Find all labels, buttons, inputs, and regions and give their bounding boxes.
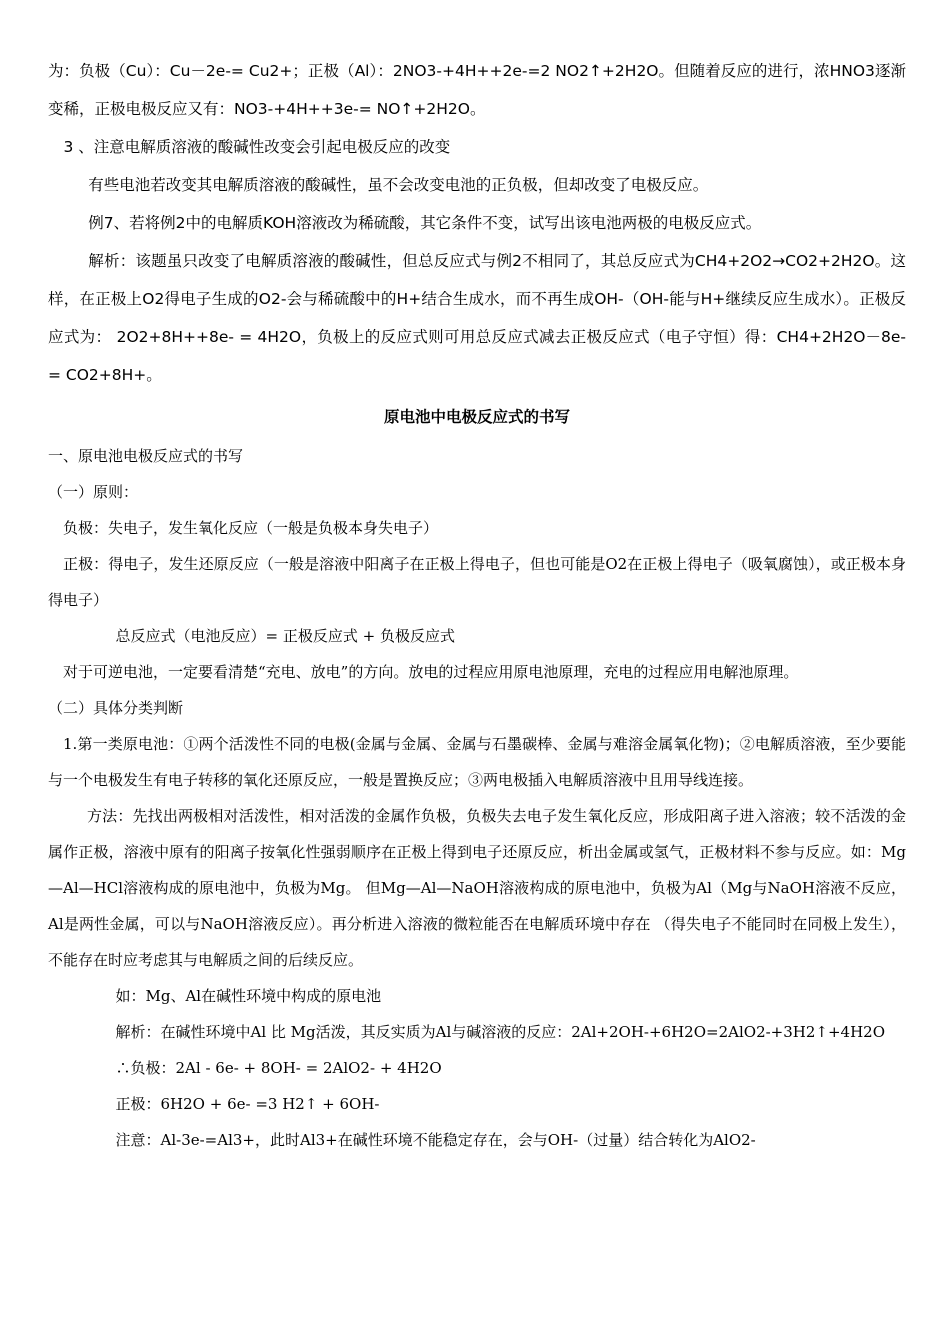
paragraph-example-analysis: 解析：在碱性环境中Al 比 Mg活泼，其反实质为Al与碱溶液的反应：2Al+2OH-+6H2O=2AlO2-+3H2↑+4H2O (115, 1023, 886, 1041)
paragraph-positive-electrode: 正极：得电子，发生还原反应（一般是溶液中阳离子在正极上得电子，但也可能是O2在正极上得电子（吸氧腐蚀），或正极本身得电子） (48, 555, 906, 609)
paragraph-acidity-change: 有些电池若改变其电解质溶液的酸碱性，虽不会改变电池的正负极，但却改变了电极反应。 (88, 176, 709, 194)
paragraph-example-negative: ∴负极：2Al - 6e- + 8OH- = 2AlO2- + 4H2O (115, 1059, 442, 1077)
heading-writing-rules: 一、原电池电极反应式的书写 (48, 447, 244, 465)
paragraph-negative-electrode: 负极：失电子，发生氧化反应（一般是负极本身失电子） (63, 519, 439, 537)
paragraph-example-intro: 如：Mg、Al在碱性环境中构成的原电池 (115, 987, 382, 1005)
paragraph-reversible-battery: 对于可逆电池，一定要看清楚“充电、放电”的方向。放电的过程应用原电池原理，充电的过程应用电解池原理。 (63, 663, 799, 681)
heading-principles: （一）原则： (48, 483, 139, 501)
section-title: 原电池中电极反应式的书写 (383, 408, 570, 426)
paragraph-example-positive: 正极：6H2O + 6e- =3 H2↑ + 6OH- (115, 1095, 380, 1113)
paragraph-example-7: 例7、若将例2中的电解质KOH溶液改为稀硫酸，其它条件不变，试写出该电池两极的电极反应式。 (88, 214, 762, 232)
paragraph-example-note: 注意：Al-3e-=Al3+，此时Al3+在碱性环境不能稳定存在，会与OH-（过量）结合转化为AlO2- (115, 1131, 756, 1149)
heading-classification: （二）具体分类判断 (48, 699, 184, 717)
heading-electrolyte-acidity: 3 、注意电解质溶液的酸碱性改变会引起电极反应的改变 (63, 138, 451, 156)
paragraph-total-reaction: 总反应式（电池反应）= 正极反应式 + 负极反应式 (115, 627, 455, 645)
document-page (48, 52, 906, 1158)
paragraph-method: 方法：先找出两极相对活泼性，相对活泼的金属作负极，负极失去电子发生氧化反应，形成阳离子进入溶液；较不活泼的金属作正极，溶液中原有的阳离子按氧化性强弱顺序在正极上得到电子还原反应，析出金属或氢气，正极材料不参与反应。如：Mg—Al—HCl溶液构成的原电池中，负极为Mg。 但Mg—Al—NaOH溶液构成的原电池中，负极为Al（Mg与NaOH溶液不反应，Al是两性金属，可以与NaOH溶液反应）。再分析进入溶液的微粒能否在电解质环境中存在 （得失电子不能同时在同极上发生），不能存在时应考虑其与电解质之间的后续反应。 (48, 807, 906, 969)
paragraph-cu-al-electrode: 为：负极（Cu）：Cu－2e-= Cu2+；正极（Al）：2NO3-+4H++2e-=2 NO2↑+2H2O。但随着反应的进行，浓HNO3逐渐变稀，正极电极反应又有：NO3-+4H++3e-= NO↑+2H2O。 (48, 62, 906, 118)
paragraph-type-1-cell: 1.第一类原电池：①两个活泼性不同的电极(金属与金属、金属与石墨碳棒、金属与难溶金属氧化物)；②电解质溶液，至少要能与一个电极发生有电子转移的氧化还原反应，一般是置换反应；③两电极插入电解质溶液中且用导线连接。 (48, 735, 906, 789)
paragraph-analysis: 解析：该题虽只改变了电解质溶液的酸碱性，但总反应式与例2不相同了，其总反应式为CH4+2O2→CO2+2H2O。这样，在正极上O2得电子生成的O2-会与稀硫酸中的H+结合生成水，而不再生成OH-（OH-能与H+继续反应生成水）。正极反应式为： 2O2+8H++8e- = 4H2O，负极上的反应式则可用总反应式减去正极反应式（电子守恒）得：CH4+2H2O－8e-= CO2+8H+。 (48, 252, 906, 384)
